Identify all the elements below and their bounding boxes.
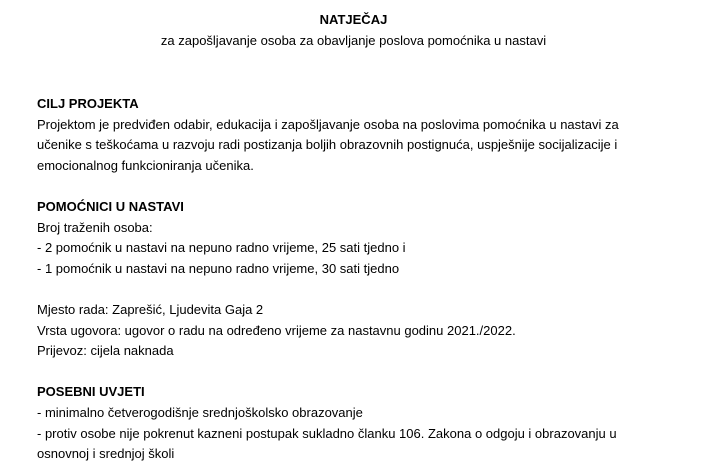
paragraph-line: učenike s teškoćama u razvoju radi postizanja boljih obrazovnih postignuća, uspješnije socijalizacije i bbox=[37, 137, 618, 153]
detail-prijevoz: Prijevoz: cijela naknada bbox=[37, 343, 174, 359]
document-subtitle: za zapošljavanje osoba za obavljanje poslova pomoćnika u nastavi bbox=[160, 33, 547, 48]
detail-vrsta-ugovora: Vrsta ugovora: ugovor o radu na određeno vrijeme za nastavnu godinu 2021./2022. bbox=[37, 322, 516, 338]
list-item: - 2 pomoćnik u nastavi na nepuno radno vrijeme, 25 sati tjedno i bbox=[37, 240, 406, 256]
spacer bbox=[37, 279, 677, 300]
list-item: - protiv osobe nije pokrenut kazneni postupak sukladno članku 106. Zakona o odgoju i obrazovanju u bbox=[37, 425, 617, 441]
paragraph-line: Projektom je predviđen odabir, edukacija i zapošljavanje osoba na poslovima pomoćnika u nastavi za bbox=[37, 116, 619, 132]
paragraph-line: emocionalnog funkcioniranja učenika. bbox=[37, 157, 254, 173]
section-heading-cilj-projekta: CILJ PROJEKTA bbox=[37, 96, 139, 111]
paragraph-line: Broj traženih osoba: bbox=[37, 219, 153, 235]
spacer bbox=[37, 362, 677, 383]
section-heading-pomocnici: POMOĆNICI U NASTAVI bbox=[37, 198, 184, 214]
list-item: - 1 pomoćnik u nastavi na nepuno radno vrijeme, 30 sati tjedno bbox=[37, 260, 400, 276]
spacer bbox=[37, 176, 677, 197]
section-heading-posebni-uvjeti: POSEBNI UVJETI bbox=[37, 384, 145, 400]
detail-mjesto-rada: Mjesto rada: Zaprešić, Ljudevita Gaja 2 bbox=[37, 301, 264, 317]
paragraph-line: osnovnoj i srednjoj školi bbox=[37, 446, 175, 462]
document-body bbox=[37, 94, 677, 465]
document-title: NATJEČAJ bbox=[319, 12, 388, 27]
list-item: - minimalno četverogodišnje srednjoškolsko obrazovanje bbox=[37, 404, 363, 420]
